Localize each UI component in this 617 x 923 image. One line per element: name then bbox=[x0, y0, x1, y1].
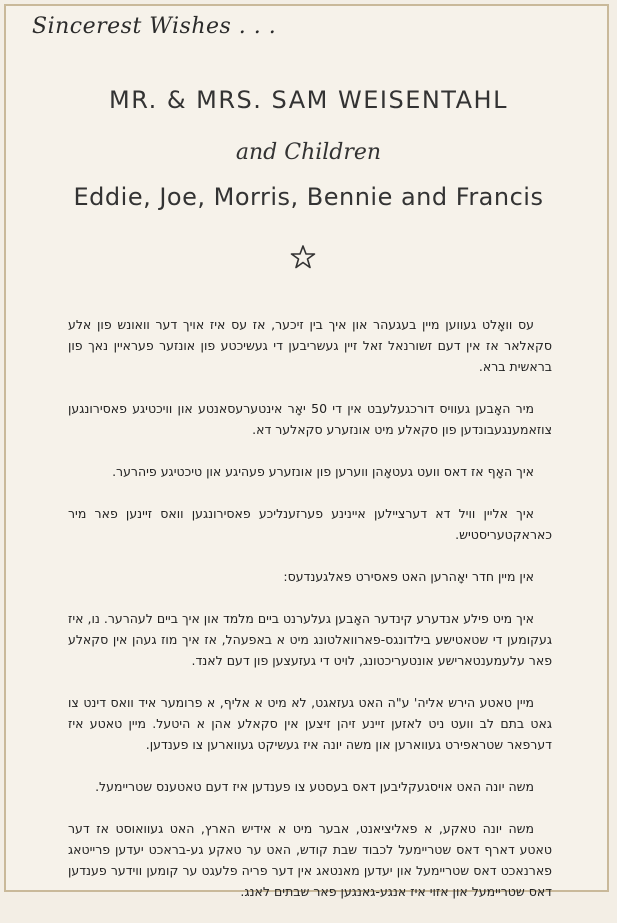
star-icon bbox=[290, 244, 316, 270]
paragraph: משה יונה טאקע, א פאליציאנט, אבער מיט א אידיש הארץ, האט געוואוסט אז דער טאטע דארף דאס שטריימעל לכבוד שבת קודש, האט ער טאקע גע-בראכט יעדען פרייטאג פארנאכט דאס שטריימעל און יעדען מאנטאג אין דער פריה פלעגט ער קומען ווידער פענדען דאס שטריימעל און אזוי איז אנגע-גאנגען פאר שבתים לאנג. bbox=[68, 821, 552, 899]
yiddish-body-text bbox=[68, 314, 552, 923]
paragraph: איך מיט פילע אנדערע קינדער האָבען געלערנט ביים מלמד און איך ביים לעהרער. נו, איז געקומען די שטאטישע בילדונגס-פארוואלטונג מיט א באפעהל, אז איך מוז געהן אין סקאלע פאר עלעמענטארישע אונטעריכטונג, לויט די געזעצען פון דעם לאנד. bbox=[68, 611, 552, 668]
paragraph: משה יונה האט אויסגעקליבען דאס בעסטע צו פענדען איז דעם טאטענס שטריימעל. bbox=[95, 779, 534, 794]
family-names: MR. & MRS. SAM WEISENTAHL bbox=[109, 86, 508, 114]
greeting-heading: Sincerest Wishes . . . bbox=[32, 14, 277, 39]
paragraph: עס וואָלט געווען מיין בעגעהר און איך בין זיכער, אז עס איז אויך דער וואונש פון אלע סקאלאר אז אין דעם זשורנאל זאל זיין געשריבען די געשיכטע פון אונזער פעראיין נאך פון בראשית ברא. bbox=[68, 317, 552, 374]
paragraph: מיין טאטע הירש אליה' ע"ה האט געזאגט, לא מיט א אליף, א פרומער איד וואס דינט צו גאט בתם לב וועט ניט לאזען זיינע זיהן זיצען אין סקאלע אהן א היטעל. מיין טאטע איז דערפאר שטראפירט געווארען און משה יונה איז געשיקט געווארען צו פענדען. bbox=[68, 695, 552, 752]
paragraph: מיר האָבען געוויס דורכגעלעבט אין די 50 יאָר אינטערעסאנטע און וויכטיגע פאסירונגען צוזאמענגעבונדען פון סקאלע מיט אונזערע סקאלער דא. bbox=[68, 401, 552, 437]
paragraph: איך אליין וויל דא דערציילען איינינע פערזענליכע פאסירונגען וואס זיינען פאר מיר כאראקטעריסטיש. bbox=[68, 506, 552, 542]
paragraph: אין מיין חדר יאָהרען האט פאסירט פאלגענדעס: bbox=[283, 569, 534, 584]
children-names: Eddie, Joe, Morris, Bennie and Francis bbox=[73, 183, 544, 211]
children-label: and Children bbox=[235, 140, 382, 165]
paragraph: איך האָף אז דאס וועט געטאָהן ווערען פון אונזערע פעהיגע און טיכטיגע פיהרער. bbox=[112, 464, 534, 479]
